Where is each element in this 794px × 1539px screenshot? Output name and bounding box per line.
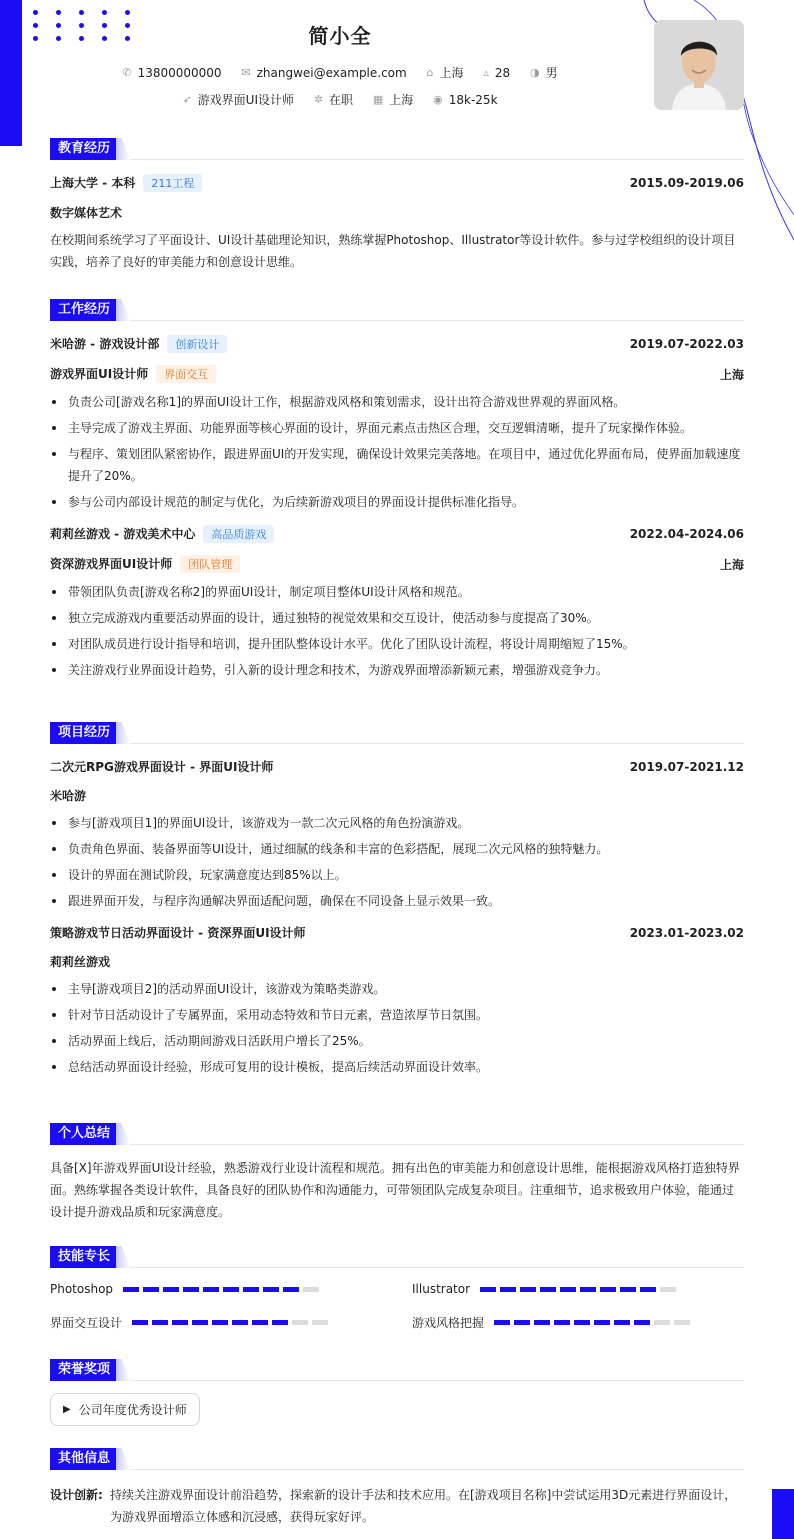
status-icon: ✲ <box>313 93 324 106</box>
play-triangle-icon: ▶ <box>63 1404 71 1415</box>
skill-segment <box>212 1320 228 1325</box>
skill-segment <box>534 1320 550 1325</box>
list-item: 带领团队负责[游戏名称2]的界面UI设计，制定项目整体UI设计风格和规范。 <box>50 581 744 603</box>
project-item <box>50 758 744 912</box>
work-item <box>50 335 744 513</box>
candidate-name: 简小全 <box>308 24 372 48</box>
skill-level-bar <box>132 1320 328 1325</box>
skill-segment <box>494 1320 510 1325</box>
skill-level-bar <box>494 1320 690 1325</box>
skills-grid <box>50 1282 744 1331</box>
skill-item: 游戏风格把握 <box>412 1314 744 1331</box>
skill-segment <box>500 1287 516 1292</box>
section-title-education: 教育经历 <box>50 138 744 160</box>
work-city: 上海 <box>719 557 744 572</box>
education-major: 数字媒体艺术 <box>50 206 123 220</box>
skill-item: Photoshop <box>50 1282 382 1296</box>
skill-segment <box>152 1320 168 1325</box>
skill-segment <box>514 1320 530 1325</box>
status-info: ✲ 在职 <box>313 93 354 107</box>
work-date: 2019.07-2022.03 <box>629 337 744 351</box>
section-title-work: 工作经历 <box>50 299 744 321</box>
contact-info-line <box>0 64 680 81</box>
list-item: 主导完成了游戏主界面、功能界面等核心界面的设计，界面元素点击热区合理，交互逻辑清晰，提升了玩家操作体验。 <box>50 417 744 439</box>
skill-segment <box>263 1287 279 1292</box>
location-info: ⌂ 上海 <box>426 66 464 80</box>
education-desc: 在校期间系统学习了平面设计、UI设计基础理论知识，熟练掌握Photoshop、Illustrator等设计软件。参与过学校组织的设计项目实践，培养了良好的审美能力和创意设计思维。 <box>50 233 736 269</box>
skill-segment <box>640 1287 656 1292</box>
send-icon: ➶ <box>182 93 192 106</box>
awards-section <box>50 1359 744 1426</box>
position-info: ➶ 游戏界面UI设计师 <box>182 93 294 107</box>
skill-segment <box>674 1320 690 1325</box>
skill-segment <box>243 1287 259 1292</box>
list-item: 活动界面上线后，活动期间游戏日活跃用户增长了25%。 <box>50 1030 744 1052</box>
list-item: 参与[游戏项目1]的界面UI设计，该游戏为一款二次元风格的角色扮演游戏。 <box>50 812 744 834</box>
project-org: 米哈游 <box>50 789 87 803</box>
list-item: 独立完成游戏内重要活动界面的设计，通过独特的视觉效果和交互设计，使活动参与度提高了30%。 <box>50 607 744 629</box>
project-bullets <box>50 978 744 1078</box>
skill-segment <box>554 1320 570 1325</box>
project-date: 2019.07-2021.12 <box>629 759 744 774</box>
gender-icon: ◑ <box>530 66 540 79</box>
skill-level-bar <box>123 1287 319 1292</box>
skill-item: Illustrator <box>412 1282 744 1296</box>
list-item: 设计的界面在测试阶段，玩家满意度达到85%以上。 <box>50 864 744 886</box>
city-info: ▦ 上海 <box>372 93 414 107</box>
project-date: 2023.01-2023.02 <box>629 925 744 940</box>
company-badge: 高品质游戏 <box>203 525 274 543</box>
job-title: 资深游戏界面UI设计师 <box>50 557 173 571</box>
list-item: 对团队成员进行设计指导和培训，提升团队整体设计水平。优化了团队设计流程，将设计周期缩短了15%。 <box>50 633 744 655</box>
skill-segment <box>594 1320 610 1325</box>
skills-section <box>50 1246 744 1331</box>
skill-segment <box>520 1287 536 1292</box>
skill-segment <box>292 1320 308 1325</box>
skill-segment <box>303 1287 319 1292</box>
section-title-other: 其他信息 <box>50 1448 744 1470</box>
skill-level-bar <box>480 1287 676 1292</box>
skill-segment <box>580 1287 596 1292</box>
phone-info: ✆ 13800000000 <box>122 65 222 80</box>
list-item: 主导[游戏项目2]的活动界面UI设计，该游戏为策略类游戏。 <box>50 978 744 1000</box>
skill-segment <box>660 1287 676 1292</box>
skill-segment <box>560 1287 576 1292</box>
other-info-row: 设计创新: 持续关注游戏界面设计前沿趋势，探索新的设计手法和技术应用。在[游戏项目名称]中尝试运用3D元素进行界面设计，为游戏界面增添立体感和沉浸感，获得玩家好评。 <box>50 1488 737 1524</box>
project-section <box>50 722 744 1082</box>
company-badge: 创新设计 <box>167 335 227 353</box>
skill-segment <box>203 1287 219 1292</box>
phone-icon: ✆ <box>122 66 132 79</box>
project-name: 策略游戏节日活动界面设计 - 资深界面UI设计师 <box>50 926 306 940</box>
education-row <box>50 174 744 192</box>
skill-segment <box>163 1287 179 1292</box>
skill-segment <box>312 1320 328 1325</box>
skill-segment <box>252 1320 268 1325</box>
list-item: 参与公司内部设计规范的制定与优化，为后续新游戏项目的界面设计提供标准化指导。 <box>50 491 744 513</box>
skill-segment <box>132 1320 148 1325</box>
skill-segment <box>614 1320 630 1325</box>
section-title-awards: 荣誉奖项 <box>50 1359 744 1381</box>
list-item: 负责公司[游戏名称1]的界面UI设计工作，根据游戏风格和策划需求，设计出符合游戏世界观的界面风格。 <box>50 391 744 413</box>
job-badge: 团队管理 <box>180 555 240 573</box>
skill-segment <box>272 1320 288 1325</box>
project-bullets <box>50 812 744 912</box>
list-item: 与程序、策划团队紧密协作，跟进界面UI的开发实现，确保设计效果完美落地。在项目中，通过优化界面布局，使界面加载速度提升了20%。 <box>50 443 744 487</box>
decor-bar-bottom-right <box>772 1489 794 1539</box>
school-name: 上海大学 - 本科 <box>50 176 136 190</box>
list-item: 关注游戏行业界面设计趋势，引入新的设计理念和技术，为游戏界面增添新颖元素，增强游戏竞争力。 <box>50 659 744 681</box>
email-info: ✉ zhangwei@example.com <box>241 65 407 80</box>
skill-segment <box>634 1320 650 1325</box>
project-name: 二次元RPG游戏界面设计 - 界面UI设计师 <box>50 760 274 774</box>
education-badge: 211工程 <box>143 174 202 192</box>
list-item: 负责角色界面、装备界面等UI设计，通过细腻的线条和丰富的色彩搭配，展现二次元风格的独特魅力。 <box>50 838 744 860</box>
section-title-summary: 个人总结 <box>50 1123 744 1145</box>
skill-segment <box>143 1287 159 1292</box>
section-title-project: 项目经历 <box>50 722 744 744</box>
section-title-skills: 技能专长 <box>50 1246 744 1268</box>
mail-icon: ✉ <box>241 66 251 79</box>
skill-segment <box>192 1320 208 1325</box>
cake-icon: ▵ <box>483 66 489 79</box>
work-bullets <box>50 391 744 513</box>
list-item: 针对节日活动设计了专属界面，采用动态特效和节日元素，营造浓厚节日氛围。 <box>50 1004 744 1026</box>
work-section <box>50 299 744 685</box>
work-city: 上海 <box>719 367 744 382</box>
resume-header <box>0 0 794 130</box>
company-name: 米哈游 - 游戏设计部 <box>50 337 160 351</box>
skill-segment <box>123 1287 139 1292</box>
skill-segment <box>600 1287 616 1292</box>
work-item <box>50 525 744 681</box>
other-section <box>50 1448 744 1528</box>
avatar <box>654 20 744 110</box>
skill-segment <box>540 1287 556 1292</box>
money-icon: ◉ <box>433 93 443 106</box>
skill-segment <box>183 1287 199 1292</box>
skill-segment <box>620 1287 636 1292</box>
skill-segment <box>654 1320 670 1325</box>
salary-info: ◉ 18k-25k <box>433 92 498 107</box>
skill-segment <box>232 1320 248 1325</box>
project-item <box>50 924 744 1078</box>
education-section <box>50 138 744 273</box>
summary-text: 具备[X]年游戏界面UI设计经验，熟悉游戏行业设计流程和规范。拥有出色的审美能力和创意设计思维，能根据游戏风格打造独特界面。熟练掌握各类设计软件，具备良好的团队协作和沟通能力，可带领团队完成复杂项目。注重细节，追求极致用户体验，能通过设计提升游戏品质和玩家满意度。 <box>50 1161 740 1219</box>
gender-info: ◑ 男 <box>530 66 558 80</box>
list-item: 跟进界面开发，与程序沟通解决界面适配问题，确保在不同设备上显示效果一致。 <box>50 890 744 912</box>
job-title: 游戏界面UI设计师 <box>50 367 149 381</box>
work-bullets <box>50 581 744 681</box>
summary-section <box>50 1123 744 1223</box>
building-icon: ▦ <box>372 93 384 106</box>
project-org: 莉莉丝游戏 <box>50 955 111 969</box>
job-intent-line <box>0 91 680 108</box>
home-icon: ⌂ <box>426 66 434 79</box>
education-date: 2015.09-2019.06 <box>629 176 744 190</box>
skill-item: 界面交互设计 <box>50 1314 382 1331</box>
list-item: 总结活动界面设计经验，形成可复用的设计模板，提高后续活动界面设计效率。 <box>50 1056 744 1078</box>
job-badge: 界面交互 <box>156 365 216 383</box>
skill-segment <box>283 1287 299 1292</box>
company-name: 莉莉丝游戏 - 游戏美术中心 <box>50 527 196 541</box>
age-info: ▵ 28 <box>483 65 511 80</box>
skill-segment <box>223 1287 239 1292</box>
award-item[interactable]: ▶ 公司年度优秀设计师 <box>50 1393 200 1426</box>
skill-segment <box>480 1287 496 1292</box>
skill-segment <box>172 1320 188 1325</box>
skill-segment <box>574 1320 590 1325</box>
work-date: 2022.04-2024.06 <box>629 527 744 541</box>
